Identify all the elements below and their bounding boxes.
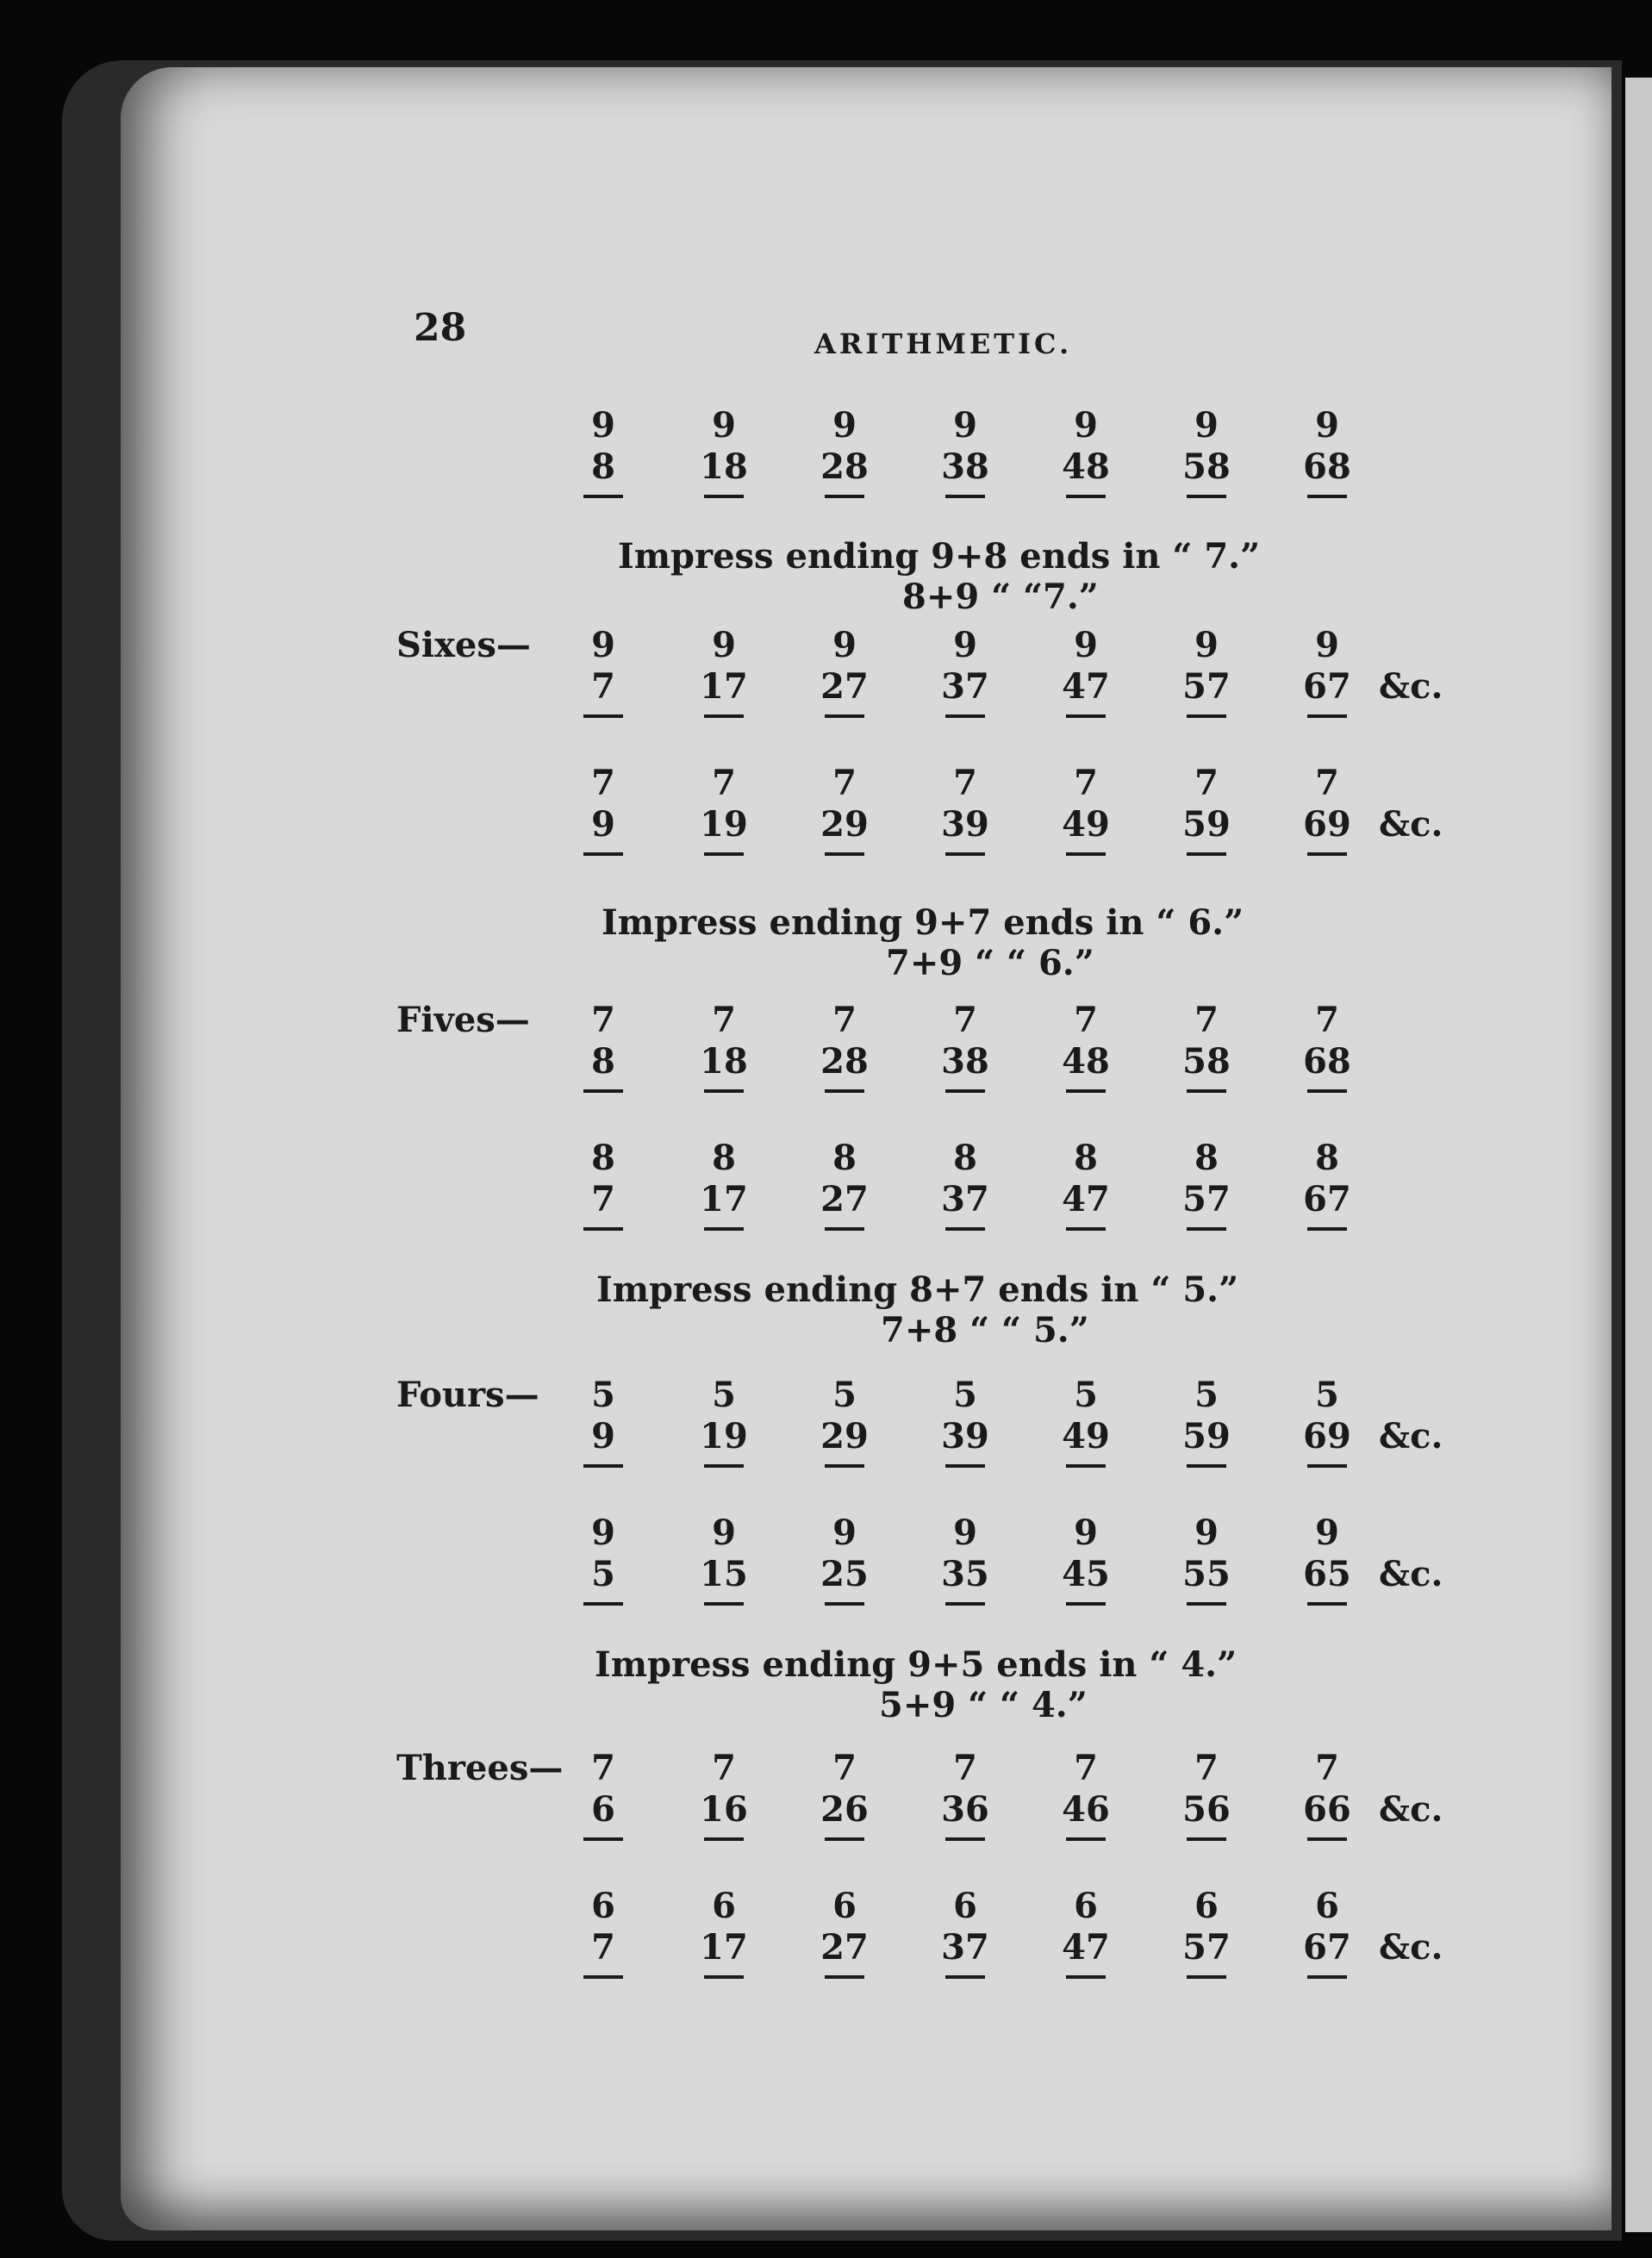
addend-top: 5	[591, 1375, 615, 1415]
addend-bottom: 47	[1062, 666, 1110, 707]
addition-column	[1172, 1886, 1241, 1979]
sum-rule	[1307, 1464, 1347, 1468]
addend-bottom: 66	[1303, 1789, 1351, 1830]
addend-bottom: 48	[1062, 446, 1110, 487]
addend-top: 5	[953, 1375, 977, 1415]
addend-top: 6	[1074, 1886, 1098, 1926]
sum-rule	[704, 1602, 744, 1606]
addition-column	[810, 625, 879, 718]
addend-bottom: 69	[1303, 1416, 1351, 1456]
addition-column	[1293, 405, 1362, 498]
sum-rule	[945, 1464, 985, 1468]
addition-column	[1051, 763, 1120, 856]
addition-column	[931, 1886, 1000, 1979]
sum-rule	[945, 714, 985, 718]
group-label-fours: Fours—	[396, 1375, 539, 1415]
addend-bottom: 56	[1182, 1789, 1231, 1830]
exercise-row	[569, 1000, 1517, 1129]
sum-rule	[704, 1837, 744, 1841]
addend-top: 9	[1074, 625, 1098, 665]
addition-column	[1051, 1138, 1120, 1231]
sum-rule	[1066, 852, 1106, 856]
addend-top: 7	[953, 1000, 977, 1040]
addend-top: 5	[1194, 1375, 1219, 1415]
sum-rule	[704, 495, 744, 498]
sum-rule	[825, 1837, 864, 1841]
addend-top: 7	[832, 1000, 857, 1040]
addend-bottom: 37	[941, 666, 989, 707]
addition-column	[931, 1748, 1000, 1841]
addition-column	[569, 1748, 638, 1841]
impress-line-1: Impress ending 8+7 ends in “ 5.”	[596, 1269, 1239, 1310]
sum-rule	[1187, 1227, 1226, 1231]
sum-rule	[1066, 1464, 1106, 1468]
impress-line-1: Impress ending 9+8 ends in “ 7.”	[618, 536, 1261, 577]
addend-top: 7	[1315, 763, 1339, 803]
addend-top: 7	[1315, 1748, 1339, 1788]
addition-column	[689, 1513, 758, 1606]
addition-column	[1293, 1000, 1362, 1093]
sum-rule	[583, 852, 623, 856]
etcetera-mark: &c.	[1379, 666, 1443, 707]
addend-bottom: 18	[700, 446, 748, 487]
addition-column	[1293, 1748, 1362, 1841]
addend-bottom: 59	[1182, 804, 1231, 845]
addend-top: 7	[1194, 1000, 1219, 1040]
addend-bottom: 65	[1303, 1554, 1351, 1594]
addend-bottom: 57	[1182, 1179, 1231, 1219]
addend-top: 9	[712, 625, 736, 665]
addition-column	[689, 1375, 758, 1468]
addend-top: 7	[1194, 763, 1219, 803]
addend-top: 7	[591, 1000, 615, 1040]
addend-top: 7	[712, 763, 736, 803]
addend-bottom: 67	[1303, 1927, 1351, 1968]
addition-column	[810, 1748, 879, 1841]
sum-rule	[1066, 1602, 1106, 1606]
addition-column	[1051, 1513, 1120, 1606]
addend-top: 9	[832, 625, 857, 665]
addend-bottom: 6	[591, 1789, 615, 1830]
addition-column	[1172, 1375, 1241, 1468]
addition-column	[810, 1000, 879, 1093]
addition-column	[569, 763, 638, 856]
sum-rule	[1066, 1089, 1106, 1093]
addend-top: 7	[591, 1748, 615, 1788]
addend-bottom: 27	[820, 666, 869, 707]
sum-rule	[1187, 1837, 1226, 1841]
sum-rule	[1307, 495, 1347, 498]
addend-bottom: 49	[1062, 1416, 1110, 1456]
addition-column	[1172, 405, 1241, 498]
addition-column	[931, 1000, 1000, 1093]
addition-column	[1293, 1513, 1362, 1606]
addend-bottom: 7	[591, 1927, 615, 1968]
addend-top: 9	[1315, 1513, 1339, 1553]
addition-column	[1172, 1000, 1241, 1093]
addend-top: 6	[591, 1886, 615, 1926]
addend-top: 9	[953, 1513, 977, 1553]
addend-bottom: 19	[700, 1416, 748, 1456]
addend-bottom: 49	[1062, 804, 1110, 845]
sum-rule	[704, 1464, 744, 1468]
sum-rule	[1187, 495, 1226, 498]
addend-top: 9	[953, 625, 977, 665]
addend-bottom: 57	[1182, 1927, 1231, 1968]
exercise-row	[569, 1138, 1517, 1267]
addend-bottom: 35	[941, 1554, 989, 1594]
addend-top: 9	[1194, 1513, 1219, 1553]
addition-column	[1051, 1375, 1120, 1468]
addend-top: 6	[953, 1886, 977, 1926]
sum-rule	[1066, 1837, 1106, 1841]
addend-top: 7	[1074, 1000, 1098, 1040]
exercise-row	[569, 1375, 1517, 1504]
addition-column	[689, 625, 758, 718]
addition-column	[1293, 1886, 1362, 1979]
addend-top: 8	[1315, 1138, 1339, 1178]
sum-rule	[583, 1464, 623, 1468]
sum-rule	[1307, 1227, 1347, 1231]
addend-bottom: 7	[591, 1179, 615, 1219]
addition-column	[1172, 1748, 1241, 1841]
sum-rule	[825, 1602, 864, 1606]
addition-column	[689, 1000, 758, 1093]
addition-column	[1293, 1138, 1362, 1231]
addend-top: 9	[591, 625, 615, 665]
addend-bottom: 67	[1303, 1179, 1351, 1219]
sum-rule	[1307, 852, 1347, 856]
addend-top: 7	[712, 1000, 736, 1040]
addition-column	[810, 405, 879, 498]
addend-bottom: 45	[1062, 1554, 1110, 1594]
addend-top: 9	[832, 405, 857, 446]
sum-rule	[825, 1975, 864, 1979]
addend-bottom: 15	[700, 1554, 748, 1594]
addend-bottom: 68	[1303, 1041, 1351, 1082]
addition-column	[931, 625, 1000, 718]
group-label-fives: Fives—	[396, 1000, 530, 1040]
sum-rule	[945, 1602, 985, 1606]
impress-note-3	[596, 1269, 1238, 1350]
addend-bottom: 17	[700, 666, 748, 707]
sum-rule	[1307, 1975, 1347, 1979]
sum-rule	[583, 1089, 623, 1093]
addend-top: 8	[953, 1138, 977, 1178]
addend-top: 7	[832, 1748, 857, 1788]
sum-rule	[1187, 1975, 1226, 1979]
addend-bottom: 57	[1182, 666, 1231, 707]
addend-bottom: 37	[941, 1927, 989, 1968]
addend-bottom: 17	[700, 1927, 748, 1968]
exercise-row	[569, 625, 1517, 754]
addend-bottom: 18	[700, 1041, 748, 1082]
impress-note-2	[602, 902, 1244, 983]
page-number: 28	[414, 306, 467, 350]
addition-column	[689, 763, 758, 856]
etcetera-mark: &c.	[1379, 1789, 1443, 1830]
sum-rule	[1187, 1089, 1226, 1093]
sum-rule	[583, 1975, 623, 1979]
addend-top: 8	[591, 1138, 615, 1178]
addend-top: 9	[953, 405, 977, 446]
addition-column	[569, 1886, 638, 1979]
addition-column	[931, 405, 1000, 498]
addend-bottom: 19	[700, 804, 748, 845]
addend-bottom: 48	[1062, 1041, 1110, 1082]
sum-rule	[704, 1975, 744, 1979]
sum-rule	[583, 1602, 623, 1606]
addition-column	[1051, 1748, 1120, 1841]
addend-top: 9	[1194, 625, 1219, 665]
addend-bottom: 8	[591, 1041, 615, 1082]
addend-bottom: 36	[941, 1789, 989, 1830]
sum-rule	[825, 1464, 864, 1468]
addition-column	[1293, 763, 1362, 856]
addend-top: 5	[1074, 1375, 1098, 1415]
sum-rule	[1066, 714, 1106, 718]
addition-column	[1172, 625, 1241, 718]
sum-rule	[825, 495, 864, 498]
sum-rule	[825, 714, 864, 718]
etcetera-mark: &c.	[1379, 1927, 1443, 1968]
addend-top: 7	[953, 763, 977, 803]
addition-column	[1172, 1513, 1241, 1606]
addition-column	[810, 1886, 879, 1979]
addend-top: 7	[712, 1748, 736, 1788]
addition-column	[1051, 1886, 1120, 1979]
addend-bottom: 67	[1303, 666, 1351, 707]
sum-rule	[945, 1227, 985, 1231]
addend-bottom: 28	[820, 1041, 869, 1082]
addend-bottom: 28	[820, 446, 869, 487]
addition-column	[1172, 763, 1241, 856]
impress-line-2: 5+9 “ “ 4.”	[879, 1685, 1088, 1725]
addend-bottom: 7	[591, 666, 615, 707]
addend-bottom: 9	[591, 804, 615, 845]
addend-top: 7	[1315, 1000, 1339, 1040]
addend-top: 7	[1194, 1748, 1219, 1788]
sum-rule	[1307, 714, 1347, 718]
addend-bottom: 38	[941, 1041, 989, 1082]
sum-rule	[1187, 714, 1226, 718]
sum-rule	[945, 495, 985, 498]
addend-top: 6	[1315, 1886, 1339, 1926]
exercise-row	[569, 1886, 1517, 2015]
sum-rule	[583, 495, 623, 498]
addend-top: 7	[591, 763, 615, 803]
addend-top: 9	[1315, 405, 1339, 446]
addition-column	[569, 405, 638, 498]
addend-bottom: 9	[591, 1416, 615, 1456]
addend-bottom: 69	[1303, 804, 1351, 845]
impress-line-2: 7+8 “ “ 5.”	[881, 1310, 1089, 1350]
addend-top: 5	[1315, 1375, 1339, 1415]
addition-column	[1293, 625, 1362, 718]
addend-top: 6	[712, 1886, 736, 1926]
sum-rule	[704, 1089, 744, 1093]
addend-top: 7	[1074, 763, 1098, 803]
addend-bottom: 47	[1062, 1179, 1110, 1219]
addend-top: 9	[1315, 625, 1339, 665]
impress-line-2: 8+9 “ “7.”	[902, 577, 1099, 617]
sum-rule	[1066, 495, 1106, 498]
addend-bottom: 16	[700, 1789, 748, 1830]
addend-top: 7	[953, 1748, 977, 1788]
addend-top: 8	[832, 1138, 857, 1178]
addition-column	[810, 1513, 879, 1606]
addition-column	[569, 1138, 638, 1231]
addend-bottom: 47	[1062, 1927, 1110, 1968]
addend-top: 9	[1074, 405, 1098, 446]
addend-top: 9	[591, 405, 615, 446]
addend-bottom: 39	[941, 1416, 989, 1456]
addend-bottom: 29	[820, 1416, 869, 1456]
addend-bottom: 38	[941, 446, 989, 487]
addend-bottom: 58	[1182, 446, 1231, 487]
addend-bottom: 55	[1182, 1554, 1231, 1594]
sum-rule	[1066, 1227, 1106, 1231]
addend-bottom: 39	[941, 804, 989, 845]
group-label-threes: Threes—	[396, 1748, 564, 1788]
addition-column	[569, 1000, 638, 1093]
addend-bottom: 27	[820, 1927, 869, 1968]
addition-column	[931, 1138, 1000, 1231]
addend-top: 9	[712, 1513, 736, 1553]
addend-top: 5	[832, 1375, 857, 1415]
addend-top: 8	[1074, 1138, 1098, 1178]
addend-bottom: 5	[591, 1554, 615, 1594]
sum-rule	[583, 1227, 623, 1231]
addend-top: 8	[712, 1138, 736, 1178]
sum-rule	[704, 852, 744, 856]
sum-rule	[1307, 1602, 1347, 1606]
addition-column	[1051, 405, 1120, 498]
sum-rule	[1187, 852, 1226, 856]
addend-top: 7	[832, 763, 857, 803]
addend-top: 9	[591, 1513, 615, 1553]
sum-rule	[825, 1227, 864, 1231]
addition-column	[810, 1375, 879, 1468]
sum-rule	[1187, 1602, 1226, 1606]
sum-rule	[1187, 1464, 1226, 1468]
addend-bottom: 46	[1062, 1789, 1110, 1830]
addend-top: 9	[712, 405, 736, 446]
impress-line-1: Impress ending 9+7 ends in “ 6.”	[602, 902, 1244, 943]
addend-top: 6	[1194, 1886, 1219, 1926]
addition-column	[569, 625, 638, 718]
addend-bottom: 25	[820, 1554, 869, 1594]
sum-rule	[583, 1837, 623, 1841]
addend-bottom: 59	[1182, 1416, 1231, 1456]
sum-rule	[1066, 1975, 1106, 1979]
addition-column	[689, 1886, 758, 1979]
addition-column	[1172, 1138, 1241, 1231]
addition-column	[931, 1513, 1000, 1606]
sum-rule	[945, 1975, 985, 1979]
addend-bottom: 37	[941, 1179, 989, 1219]
exercise-row	[569, 405, 1517, 534]
addition-column	[689, 1748, 758, 1841]
addend-bottom: 27	[820, 1179, 869, 1219]
addend-top: 6	[832, 1886, 857, 1926]
addition-column	[569, 1513, 638, 1606]
addition-column	[810, 1138, 879, 1231]
addend-top: 7	[1074, 1748, 1098, 1788]
sum-rule	[1307, 1837, 1347, 1841]
addend-bottom: 26	[820, 1789, 869, 1830]
etcetera-mark: &c.	[1379, 1416, 1443, 1456]
addend-top: 8	[1194, 1138, 1219, 1178]
sum-rule	[583, 714, 623, 718]
running-head: ARITHMETIC.	[814, 327, 1073, 360]
impress-line-2: 7+9 “ “ 6.”	[886, 943, 1094, 983]
addend-top: 9	[1194, 405, 1219, 446]
sum-rule	[825, 1089, 864, 1093]
addend-top: 5	[712, 1375, 736, 1415]
addition-column	[931, 1375, 1000, 1468]
addition-column	[1051, 625, 1120, 718]
etcetera-mark: &c.	[1379, 804, 1443, 845]
sum-rule	[704, 714, 744, 718]
exercise-row	[569, 763, 1517, 892]
sum-rule	[825, 852, 864, 856]
addition-column	[931, 763, 1000, 856]
addend-top: 9	[832, 1513, 857, 1553]
addend-bottom: 68	[1303, 446, 1351, 487]
addend-bottom: 58	[1182, 1041, 1231, 1082]
sum-rule	[945, 1837, 985, 1841]
addition-column	[1051, 1000, 1120, 1093]
group-label-sixes: Sixes—	[396, 625, 531, 665]
addend-bottom: 29	[820, 804, 869, 845]
exercise-row	[569, 1513, 1517, 1642]
addition-column	[569, 1375, 638, 1468]
sum-rule	[945, 1089, 985, 1093]
addend-bottom: 8	[591, 446, 615, 487]
impress-note-4	[595, 1644, 1237, 1725]
impress-note-1	[618, 536, 1260, 617]
exercise-row	[569, 1748, 1517, 1877]
addition-column	[689, 405, 758, 498]
etcetera-mark: &c.	[1379, 1554, 1443, 1594]
addition-column	[810, 763, 879, 856]
addition-column	[689, 1138, 758, 1231]
adjacent-page-edge	[1625, 78, 1652, 2232]
addition-column	[1293, 1375, 1362, 1468]
impress-line-1: Impress ending 9+5 ends in “ 4.”	[595, 1644, 1237, 1685]
sum-rule	[945, 852, 985, 856]
sum-rule	[1307, 1089, 1347, 1093]
addend-bottom: 17	[700, 1179, 748, 1219]
sum-rule	[704, 1227, 744, 1231]
addend-top: 9	[1074, 1513, 1098, 1553]
